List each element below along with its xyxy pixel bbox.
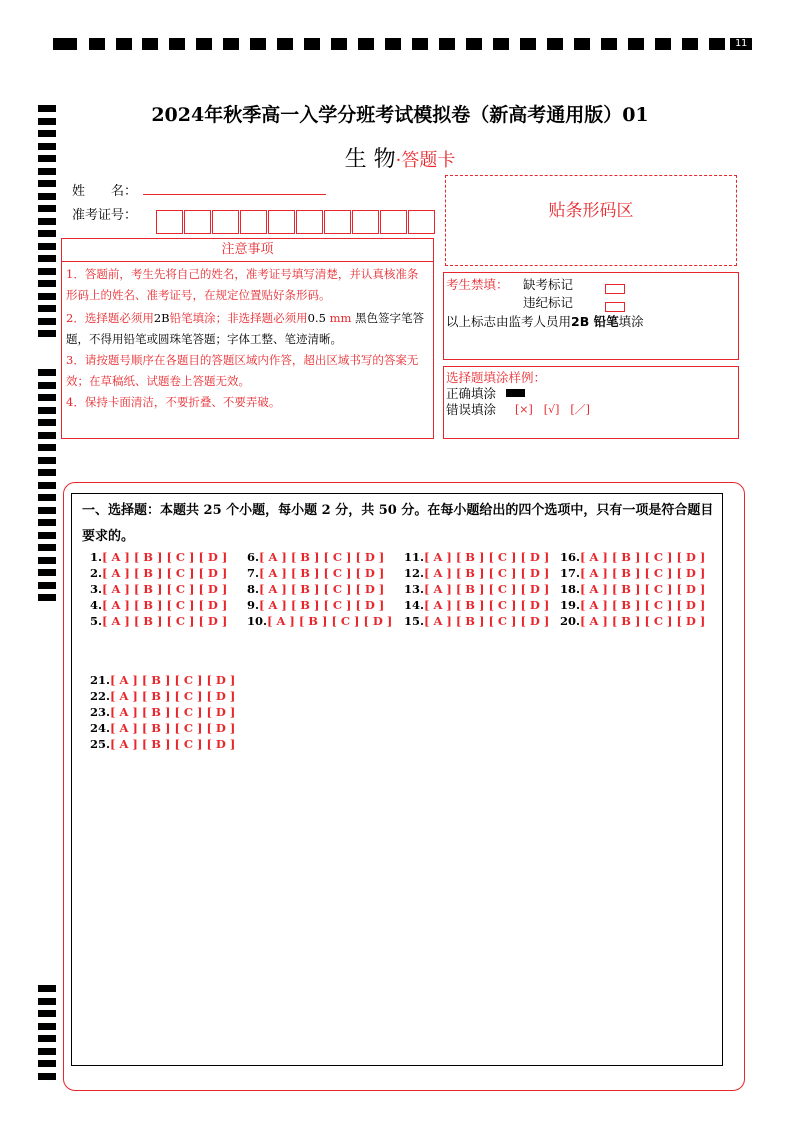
timing-mark bbox=[520, 38, 536, 50]
answer-options[interactable]: [ A ] [ B ] [ C ] [ D ] bbox=[259, 582, 385, 596]
timing-mark bbox=[385, 38, 401, 50]
timing-mark bbox=[466, 38, 482, 50]
absent-mark-label: 缺考标记 bbox=[523, 277, 574, 292]
page-title: 2024年秋季高一入学分班考试模拟卷（新高考通用版）01 bbox=[151, 104, 649, 126]
notice-item-2-text-f: 黑色签字笔答题，不得用铅笔或圆珠笔答题；字体工整、笔迹清晰。 bbox=[66, 311, 425, 346]
timing-mark bbox=[38, 255, 56, 262]
question-row bbox=[560, 582, 705, 596]
timing-mark bbox=[38, 457, 56, 464]
wrong-fill-label: 错误填涂 bbox=[446, 402, 497, 417]
question-row bbox=[560, 566, 705, 580]
timing-mark bbox=[38, 407, 56, 414]
timing-mark bbox=[38, 1048, 56, 1055]
wrong-fill-marks: [×] [√] [／] bbox=[515, 403, 590, 416]
timing-mark bbox=[89, 38, 105, 50]
question-row bbox=[560, 598, 705, 612]
answer-options[interactable]: [ A ] [ B ] [ C ] [ D ] bbox=[110, 689, 236, 703]
examiner-note bbox=[446, 312, 644, 330]
page-number: 11 bbox=[730, 38, 752, 50]
timing-mark bbox=[38, 469, 56, 476]
fill-sample-label: 选择题填涂样例： bbox=[446, 370, 547, 385]
answer-options[interactable]: [ A ] [ B ] [ C ] [ D ] bbox=[110, 737, 236, 751]
question-row bbox=[247, 582, 384, 596]
timing-mark bbox=[38, 419, 56, 426]
question-number: 20. bbox=[560, 614, 581, 628]
timing-mark bbox=[142, 38, 158, 50]
timing-mark bbox=[38, 293, 56, 300]
question-number: 14. bbox=[404, 598, 425, 612]
question-number: 18. bbox=[560, 582, 581, 596]
timing-mark bbox=[38, 230, 56, 237]
question-row bbox=[404, 566, 549, 580]
question-row bbox=[247, 598, 384, 612]
timing-mark bbox=[38, 330, 56, 337]
answer-options[interactable]: [ A ] [ B ] [ C ] [ D ] bbox=[267, 614, 393, 628]
subject-suffix: ·答题卡 bbox=[395, 150, 456, 171]
timing-mark bbox=[493, 38, 509, 50]
barcode-area bbox=[445, 175, 737, 266]
notice-item-3: 3．请按题号顺序在各题目的答题区域内作答，超出区域书写的答案无效；在草稿纸、试题卷上答题无效。 bbox=[66, 353, 419, 388]
notice-item-2-text-b: 2B bbox=[153, 311, 170, 325]
timing-mark bbox=[358, 38, 374, 50]
timing-mark bbox=[439, 38, 455, 50]
question-number: 5. bbox=[90, 614, 103, 628]
examiner-note-pre: 以上标志由监考人员用 bbox=[446, 314, 572, 329]
answer-options[interactable]: [ A ] [ B ] [ C ] [ D ] bbox=[110, 705, 236, 719]
id-digit-box[interactable] bbox=[352, 210, 379, 234]
question-row bbox=[247, 614, 392, 628]
question-number: 3. bbox=[90, 582, 103, 596]
timing-mark bbox=[38, 519, 56, 526]
question-number: 13. bbox=[404, 582, 425, 596]
timing-mark bbox=[38, 268, 56, 275]
correct-fill-mark bbox=[506, 389, 525, 397]
timing-mark bbox=[250, 38, 266, 50]
subject-heading bbox=[0, 142, 800, 173]
answer-options[interactable]: [ A ] [ B ] [ C ] [ D ] bbox=[424, 550, 550, 564]
timing-mark bbox=[38, 280, 56, 287]
section-1-heading: 一、选择题：本题共 25 个小题，每小题 2 分，共 50 分。在每小题给出的四个选项中，只有一项是符合题目要求的。 bbox=[82, 503, 714, 544]
timing-mark bbox=[574, 38, 590, 50]
question-number: 7. bbox=[247, 566, 260, 580]
timing-mark bbox=[38, 1010, 56, 1017]
timing-mark bbox=[38, 985, 56, 992]
timing-mark bbox=[38, 369, 56, 376]
examiner-note-bold: 2B 铅笔 bbox=[571, 314, 619, 329]
question-number: 22. bbox=[90, 689, 111, 703]
answer-options[interactable]: [ A ] [ B ] [ C ] [ D ] bbox=[102, 582, 228, 596]
timing-mark bbox=[277, 38, 293, 50]
question-number: 23. bbox=[90, 705, 111, 719]
timing-mark bbox=[38, 193, 56, 200]
timing-mark bbox=[38, 1023, 56, 1030]
question-row bbox=[90, 582, 227, 596]
id-digit-box[interactable] bbox=[184, 210, 211, 234]
question-number: 24. bbox=[90, 721, 111, 735]
answer-options[interactable]: [ A ] [ B ] [ C ] [ D ] bbox=[580, 614, 706, 628]
notice-item-2-text-c: 铅笔填涂；非选择题必须用 bbox=[169, 311, 308, 325]
timing-mark bbox=[38, 532, 56, 539]
answer-options[interactable]: [ A ] [ B ] [ C ] [ D ] bbox=[110, 721, 236, 735]
timing-mark bbox=[547, 38, 563, 50]
notice-item-2-text-e: mm bbox=[329, 311, 352, 325]
timing-mark bbox=[38, 382, 56, 389]
timing-mark bbox=[38, 494, 56, 501]
question-row bbox=[560, 614, 705, 628]
id-digit-box[interactable] bbox=[240, 210, 267, 234]
answer-options[interactable]: [ A ] [ B ] [ C ] [ D ] bbox=[102, 614, 228, 628]
top-timing-marks bbox=[53, 38, 753, 50]
answer-options[interactable]: [ A ] [ B ] [ C ] [ D ] bbox=[102, 566, 228, 580]
question-number: 15. bbox=[404, 614, 425, 628]
question-number: 16. bbox=[560, 550, 581, 564]
timing-mark bbox=[38, 444, 56, 451]
timing-mark bbox=[38, 998, 56, 1005]
timing-mark bbox=[38, 218, 56, 225]
examiner-only-label: 考生禁填： bbox=[446, 277, 509, 292]
question-row bbox=[404, 550, 549, 564]
timing-mark bbox=[38, 1073, 56, 1080]
id-digit-box[interactable] bbox=[380, 210, 407, 234]
timing-mark bbox=[38, 582, 56, 589]
question-row bbox=[247, 566, 384, 580]
question-row bbox=[560, 550, 705, 564]
id-digit-box[interactable] bbox=[212, 210, 239, 234]
question-number: 17. bbox=[560, 566, 581, 580]
answer-options[interactable]: [ A ] [ B ] [ C ] [ D ] bbox=[259, 550, 385, 564]
timing-mark bbox=[196, 38, 212, 50]
question-number: 4. bbox=[90, 598, 103, 612]
answer-options[interactable]: [ A ] [ B ] [ C ] [ D ] bbox=[259, 566, 385, 580]
question-number: 9. bbox=[247, 598, 260, 612]
timing-mark bbox=[38, 482, 56, 489]
question-number: 1. bbox=[90, 550, 103, 564]
notice-item-2 bbox=[66, 308, 428, 350]
question-row bbox=[90, 673, 235, 687]
timing-mark bbox=[38, 243, 56, 250]
absent-mark-box[interactable] bbox=[605, 278, 625, 297]
timing-mark bbox=[709, 38, 725, 50]
timing-mark bbox=[38, 180, 56, 187]
answer-options[interactable]: [ A ] [ B ] [ C ] [ D ] bbox=[580, 550, 706, 564]
timing-mark bbox=[38, 557, 56, 564]
answer-options[interactable]: [ A ] [ B ] [ C ] [ D ] bbox=[424, 582, 550, 596]
question-row bbox=[90, 721, 235, 735]
answer-options[interactable]: [ A ] [ B ] [ C ] [ D ] bbox=[259, 598, 385, 612]
notice-item-2-text-a: 2．选择题必须用 bbox=[66, 311, 154, 325]
question-row bbox=[90, 550, 227, 564]
id-label: 准考证号： bbox=[72, 208, 138, 223]
timing-mark bbox=[38, 544, 56, 551]
examiner-note-post: 填涂 bbox=[618, 314, 644, 329]
timing-mark bbox=[38, 130, 56, 137]
question-row bbox=[90, 689, 235, 703]
question-row bbox=[90, 566, 227, 580]
question-row bbox=[404, 614, 549, 628]
timing-mark bbox=[628, 38, 644, 50]
id-digit-box[interactable] bbox=[296, 210, 323, 234]
question-number: 10. bbox=[247, 614, 268, 628]
timing-mark bbox=[53, 38, 77, 50]
id-number-boxes[interactable] bbox=[156, 210, 436, 234]
timing-mark bbox=[682, 38, 698, 50]
timing-mark bbox=[169, 38, 185, 50]
timing-mark bbox=[38, 1060, 56, 1067]
timing-mark bbox=[655, 38, 671, 50]
question-row bbox=[404, 582, 549, 596]
name-label: 姓 名： bbox=[72, 184, 138, 199]
timing-mark bbox=[304, 38, 320, 50]
id-digit-box[interactable] bbox=[408, 210, 435, 234]
answer-options[interactable]: [ A ] [ B ] [ C ] [ D ] bbox=[580, 582, 706, 596]
timing-mark bbox=[223, 38, 239, 50]
correct-fill-label: 正确填涂 bbox=[446, 386, 497, 401]
question-number: 12. bbox=[404, 566, 425, 580]
question-row bbox=[90, 705, 235, 719]
timing-mark bbox=[38, 305, 56, 312]
id-digit-box[interactable] bbox=[268, 210, 295, 234]
question-number: 8. bbox=[247, 582, 260, 596]
question-number: 25. bbox=[90, 737, 111, 751]
timing-mark bbox=[412, 38, 428, 50]
question-row bbox=[90, 598, 227, 612]
notice-item-4: 4．保持卡面清洁，不要折叠、不要弄破。 bbox=[66, 395, 281, 409]
timing-mark bbox=[38, 507, 56, 514]
notice-item-1: 1．答题前，考生先将自己的姓名，准考证号填写清楚，并认真核准条形码上的姓名、准考证号，在规定位置贴好条形码。 bbox=[66, 267, 419, 302]
question-number: 19. bbox=[560, 598, 581, 612]
answer-options[interactable]: [ A ] [ B ] [ C ] [ D ] bbox=[580, 598, 706, 612]
id-digit-box[interactable] bbox=[324, 210, 351, 234]
question-row bbox=[404, 598, 549, 612]
answer-options[interactable]: [ A ] [ B ] [ C ] [ D ] bbox=[102, 598, 228, 612]
barcode-label: 贴条形码区 bbox=[548, 201, 634, 221]
timing-mark bbox=[38, 569, 56, 576]
timing-mark bbox=[38, 394, 56, 401]
timing-mark bbox=[38, 205, 56, 212]
question-row bbox=[90, 614, 227, 628]
question-number: 6. bbox=[247, 550, 260, 564]
timing-mark bbox=[38, 1035, 56, 1042]
timing-mark bbox=[331, 38, 347, 50]
question-number: 11. bbox=[404, 550, 425, 564]
answer-options[interactable]: [ A ] [ B ] [ C ] [ D ] bbox=[424, 566, 550, 580]
timing-mark bbox=[38, 432, 56, 439]
subject-name: 生 物 bbox=[344, 147, 396, 172]
answer-options[interactable]: [ A ] [ B ] [ C ] [ D ] bbox=[102, 550, 228, 564]
name-field[interactable] bbox=[143, 194, 326, 195]
answer-options[interactable]: [ A ] [ B ] [ C ] [ D ] bbox=[580, 566, 706, 580]
timing-mark bbox=[601, 38, 617, 50]
answer-options[interactable]: [ A ] [ B ] [ C ] [ D ] bbox=[424, 598, 550, 612]
violation-mark-label: 违纪标记 bbox=[523, 295, 574, 310]
id-digit-box[interactable] bbox=[156, 210, 183, 234]
answer-options[interactable]: [ A ] [ B ] [ C ] [ D ] bbox=[110, 673, 236, 687]
notice-heading: 注意事项 bbox=[61, 238, 434, 262]
answer-options[interactable]: [ A ] [ B ] [ C ] [ D ] bbox=[424, 614, 550, 628]
timing-mark bbox=[116, 38, 132, 50]
question-number: 21. bbox=[90, 673, 111, 687]
question-row bbox=[247, 550, 384, 564]
question-number: 2. bbox=[90, 566, 103, 580]
timing-mark bbox=[38, 594, 56, 601]
notice-item-2-text-d: 0.5 bbox=[307, 311, 326, 325]
question-row bbox=[90, 737, 235, 751]
timing-mark bbox=[38, 318, 56, 325]
